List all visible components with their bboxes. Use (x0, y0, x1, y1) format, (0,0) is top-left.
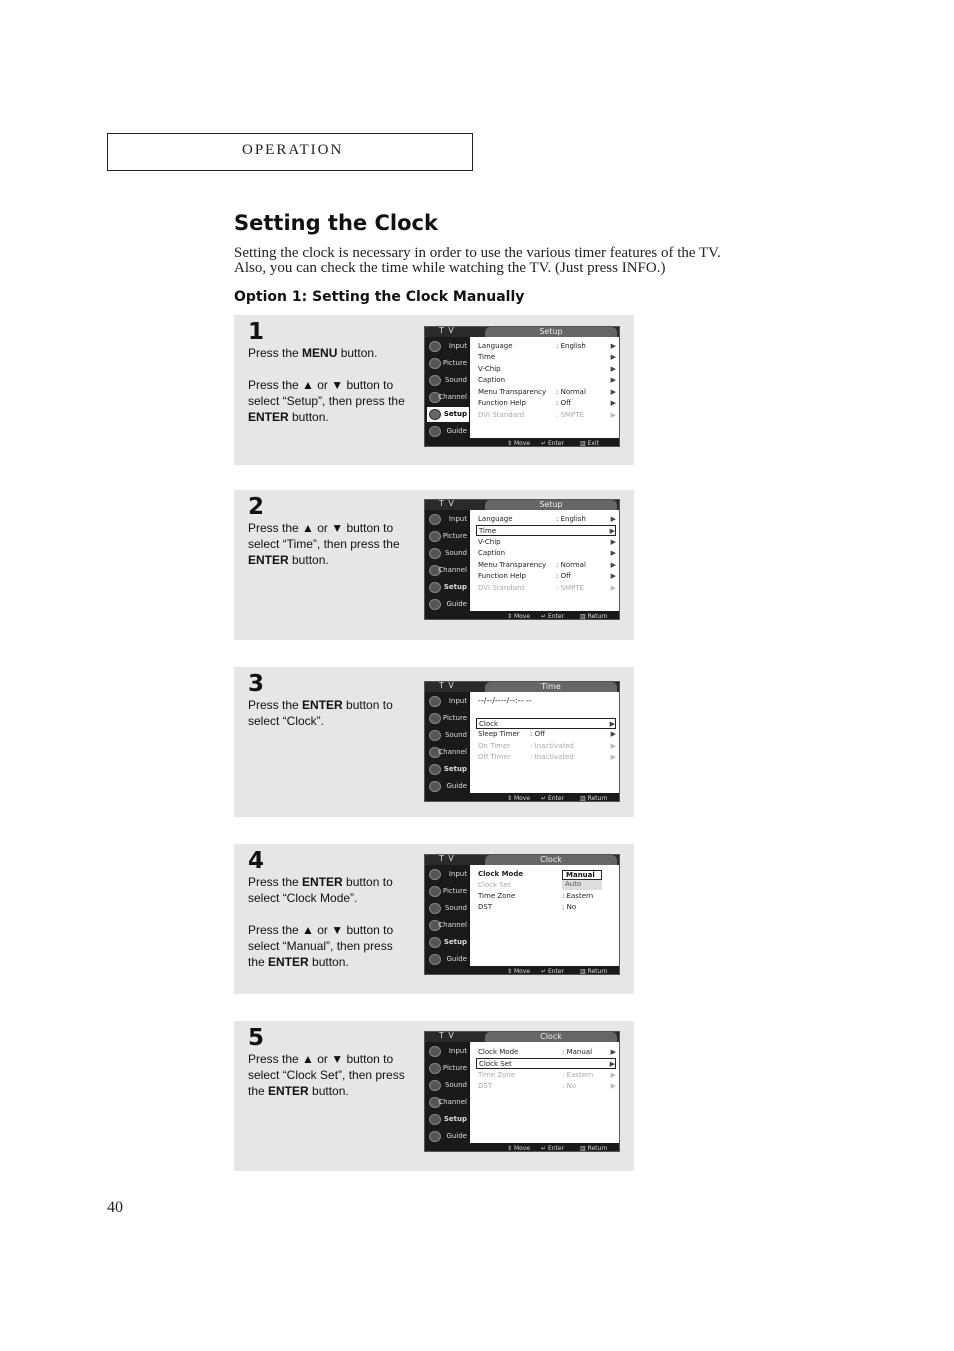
menu-title: Setup (485, 500, 617, 510)
picture-icon (429, 1063, 441, 1074)
tv-bottom-bar (425, 966, 620, 975)
menu-row: On Timer : Inactivated ▶ (478, 742, 616, 750)
tv-screen (424, 681, 620, 802)
arrow-right-icon: ▶ (610, 376, 616, 384)
menu-row: Function Help : Off ▶ (478, 399, 616, 407)
picture-icon (429, 886, 441, 897)
menu-row: DST : No ▶ (478, 1082, 616, 1090)
menu-row-selected: Clock ▶ (476, 718, 616, 729)
arrow-right-icon: ▶ (610, 584, 616, 592)
return-hint: ▥ Return (580, 1145, 608, 1152)
sidebar-item-guide: Guide (427, 1129, 469, 1144)
tv-bottom-bar (425, 611, 620, 620)
step-3-panel (234, 667, 634, 817)
enter-hint: ↵ Enter (541, 795, 565, 802)
menu-row: Sleep Timer : Off ▶ (478, 730, 616, 738)
menu-title: Setup (485, 327, 617, 337)
tv-bottom-bar (425, 1143, 620, 1152)
menu-panel (470, 510, 620, 611)
step-paragraph: Press the ▲ or ▼ button to select “Manual”, then press the ENTER button. (248, 923, 394, 969)
menu-row: V-Chip ▶ (478, 365, 616, 373)
menu-row: DVI Standard : SMPTE ▶ (478, 584, 616, 592)
step-5-panel (234, 1021, 634, 1171)
enter-hint: ↵ Enter (541, 1145, 565, 1152)
sidebar-item-channel: Channel (427, 563, 469, 578)
arrow-right-icon: ▶ (610, 572, 616, 580)
menu-row-selected: Clock Set ▶ (476, 1058, 616, 1069)
sidebar-item-input: Input (427, 694, 469, 709)
page-number: 40 (107, 1199, 123, 1216)
move-hint: ⇕ Move (507, 613, 531, 620)
arrow-right-icon: ▶ (610, 753, 616, 761)
input-icon (429, 1046, 441, 1057)
sidebar-item-setup: Setup (427, 580, 469, 595)
arrow-right-icon: ▶ (610, 365, 616, 373)
move-hint: ⇕ Move (507, 440, 531, 447)
sidebar-item-sound: Sound (427, 373, 469, 388)
step-1-panel (234, 315, 634, 465)
step-paragraph: Press the ENTER button to select “Clock”. (248, 698, 393, 728)
tv-screen (424, 1031, 620, 1152)
step-instructions (248, 345, 410, 441)
arrow-right-icon: ▶ (610, 742, 616, 750)
step-4-panel (234, 844, 634, 994)
tv-label: T V (439, 499, 455, 508)
sound-icon (429, 1080, 441, 1091)
return-hint: ▥ Return (580, 613, 608, 620)
move-hint: ⇕ Move (507, 795, 531, 802)
sidebar-item-picture: Picture (427, 529, 469, 544)
sidebar-item-guide: Guide (427, 424, 469, 439)
sidebar-item-setup: Setup (427, 935, 469, 950)
picture-icon (429, 358, 441, 369)
intro-paragraph (234, 246, 774, 276)
picture-icon (429, 531, 441, 542)
intro-line: Also, you can check the time while watching the TV. (Just press INFO.) (234, 260, 666, 276)
arrow-right-icon: ▶ (610, 342, 616, 350)
menu-row: Menu Transparency : Normal ▶ (478, 561, 616, 569)
exit-hint: ▥ Exit (580, 440, 599, 447)
arrow-right-icon: ▶ (610, 411, 616, 419)
menu-panel (470, 337, 620, 438)
tv-bottom-bar (425, 438, 620, 447)
sound-icon (429, 903, 441, 914)
tv-bottom-bar (425, 793, 620, 802)
sidebar-item-picture: Picture (427, 1061, 469, 1076)
menu-row: DST : No (478, 903, 577, 911)
sidebar-item-sound: Sound (427, 728, 469, 743)
step-paragraph: Press the MENU button. (248, 346, 378, 360)
step-instructions (248, 1051, 410, 1115)
step-2-panel (234, 490, 634, 640)
tv-sidebar (425, 865, 469, 966)
sidebar-item-input: Input (427, 1044, 469, 1059)
intro-line: Setting the clock is necessary in order to use the various timer features of the TV. (234, 245, 721, 261)
tv-screen (424, 326, 620, 447)
setup-icon (429, 409, 441, 420)
step-number: 3 (248, 671, 265, 697)
menu-row: Time Zone : Eastern ▶ (478, 1071, 616, 1079)
move-hint: ⇕ Move (507, 1145, 531, 1152)
guide-icon (429, 1131, 441, 1142)
step-paragraph: Press the ▲ or ▼ button to select “Clock Set”, then press the ENTER button. (248, 1052, 405, 1098)
enter-hint: ↵ Enter (541, 968, 565, 975)
sound-icon (429, 375, 441, 386)
arrow-right-icon: ▶ (610, 730, 616, 738)
tv-title-bar (425, 855, 620, 865)
menu-panel (470, 692, 620, 793)
arrow-right-icon: ▶ (609, 1060, 615, 1068)
step-number: 1 (248, 319, 265, 345)
return-hint: ▥ Return (580, 968, 608, 975)
menu-title: Clock (485, 855, 617, 865)
sidebar-item-guide: Guide (427, 779, 469, 794)
setup-icon (429, 764, 441, 775)
menu-title: Clock (485, 1032, 617, 1042)
tv-label: T V (439, 854, 455, 863)
step-instructions (248, 874, 410, 986)
tv-label: T V (439, 326, 455, 335)
setup-icon (429, 1114, 441, 1125)
sidebar-item-picture: Picture (427, 884, 469, 899)
step-number: 4 (248, 848, 265, 874)
arrow-right-icon: ▶ (610, 549, 616, 557)
menu-row: Clock Mode (478, 870, 524, 878)
enter-hint: ↵ Enter (541, 440, 565, 447)
step-instructions (248, 697, 410, 745)
setup-icon (429, 582, 441, 593)
sound-icon (429, 548, 441, 559)
step-number: 5 (248, 1025, 265, 1051)
guide-icon (429, 599, 441, 610)
tv-title-bar (425, 1032, 620, 1042)
step-paragraph: Press the ▲ or ▼ button to select “Setup”, then press the ENTER button. (248, 378, 405, 424)
sidebar-item-setup: Setup (427, 407, 469, 422)
menu-row: Off Timer : Inactivated ▶ (478, 753, 616, 761)
sidebar-item-picture: Picture (427, 711, 469, 726)
tv-sidebar (425, 337, 469, 438)
arrow-right-icon: ▶ (610, 1071, 616, 1079)
guide-icon (429, 426, 441, 437)
setup-icon (429, 937, 441, 948)
guide-icon (429, 781, 441, 792)
tv-title-bar (425, 327, 620, 337)
section-header-label: OPERATION (242, 142, 344, 158)
input-icon (429, 869, 441, 880)
arrow-right-icon: ▶ (609, 720, 615, 728)
arrow-right-icon: ▶ (609, 527, 615, 535)
menu-row: Caption ▶ (478, 376, 616, 384)
sidebar-item-guide: Guide (427, 597, 469, 612)
step-paragraph: Press the ▲ or ▼ button to select “Time”, then press the ENTER button. (248, 521, 400, 567)
sidebar-item-input: Input (427, 867, 469, 882)
arrow-right-icon: ▶ (610, 561, 616, 569)
menu-row: Menu Transparency : Normal ▶ (478, 388, 616, 396)
menu-panel (470, 865, 620, 966)
sidebar-item-picture: Picture (427, 356, 469, 371)
tv-label: T V (439, 681, 455, 690)
tv-sidebar (425, 1042, 469, 1143)
menu-row: Time Zone : Eastern (478, 892, 594, 900)
sidebar-item-setup: Setup (427, 762, 469, 777)
enter-hint: ↵ Enter (541, 613, 565, 620)
input-icon (429, 341, 441, 352)
arrow-right-icon: ▶ (610, 538, 616, 546)
tv-title-bar (425, 500, 620, 510)
time-display: --/--/----/--:-- -- (478, 696, 532, 705)
guide-icon (429, 954, 441, 965)
sound-icon (429, 730, 441, 741)
sidebar-item-input: Input (427, 512, 469, 527)
option-auto: Auto (562, 880, 602, 890)
page-title: Setting the Clock (234, 211, 438, 235)
sidebar-item-channel: Channel (427, 918, 469, 933)
menu-row-selected: Time ▶ (476, 525, 616, 536)
input-icon (429, 696, 441, 707)
picture-icon (429, 713, 441, 724)
menu-row: Clock Mode : Manual ▶ (478, 1048, 616, 1056)
tv-label: T V (439, 1031, 455, 1040)
step-number: 2 (248, 494, 265, 520)
menu-row: Language : English ▶ (478, 342, 616, 350)
menu-row: Language : English ▶ (478, 515, 616, 523)
arrow-right-icon: ▶ (610, 515, 616, 523)
input-icon (429, 514, 441, 525)
arrow-right-icon: ▶ (610, 353, 616, 361)
option-manual: Manual (562, 870, 602, 880)
sidebar-item-channel: Channel (427, 390, 469, 405)
move-hint: ⇕ Move (507, 968, 531, 975)
step-paragraph: Press the ENTER button to select “Clock Mode”. (248, 875, 393, 905)
menu-row: DVI Standard : SMPTE ▶ (478, 411, 616, 419)
sidebar-item-input: Input (427, 339, 469, 354)
tv-screen (424, 854, 620, 975)
menu-row: Caption ▶ (478, 549, 616, 557)
tv-sidebar (425, 692, 469, 793)
arrow-right-icon: ▶ (610, 1048, 616, 1056)
sidebar-item-sound: Sound (427, 1078, 469, 1093)
tv-sidebar (425, 510, 469, 611)
sidebar-item-sound: Sound (427, 901, 469, 916)
menu-panel (470, 1042, 620, 1143)
menu-row: Time ▶ (478, 353, 616, 361)
sidebar-item-sound: Sound (427, 546, 469, 561)
section-header-box (107, 133, 473, 171)
sidebar-item-channel: Channel (427, 1095, 469, 1110)
tv-screen (424, 499, 620, 620)
menu-row: Function Help : Off ▶ (478, 572, 616, 580)
arrow-right-icon: ▶ (610, 388, 616, 396)
tv-title-bar (425, 682, 620, 692)
return-hint: ▥ Return (580, 795, 608, 802)
sidebar-item-setup: Setup (427, 1112, 469, 1127)
menu-row: V-Chip ▶ (478, 538, 616, 546)
arrow-right-icon: ▶ (610, 1082, 616, 1090)
option-subtitle: Option 1: Setting the Clock Manually (234, 289, 525, 305)
menu-title: Time (485, 682, 617, 692)
menu-row: Clock Set (478, 881, 511, 889)
step-instructions (248, 520, 410, 584)
sidebar-item-channel: Channel (427, 745, 469, 760)
sidebar-item-guide: Guide (427, 952, 469, 967)
arrow-right-icon: ▶ (610, 399, 616, 407)
